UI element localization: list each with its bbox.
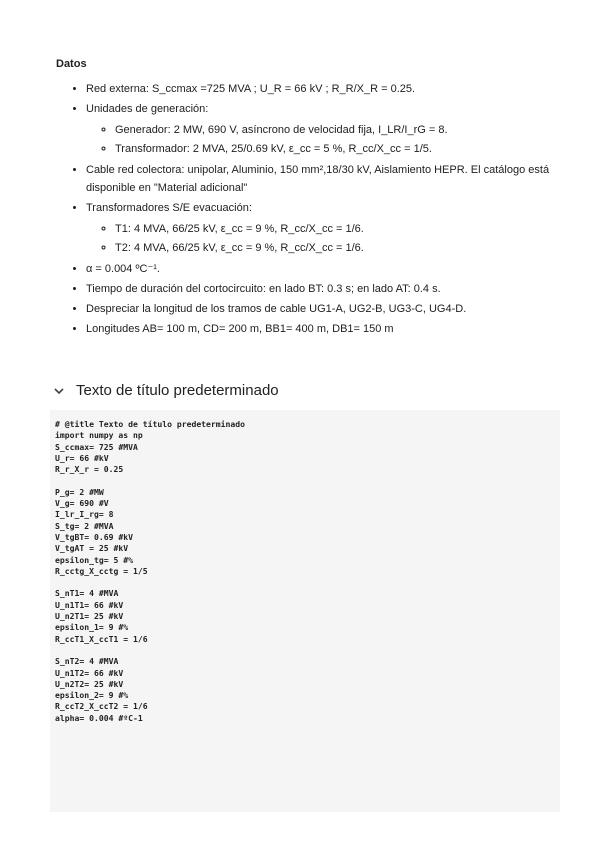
section-header[interactable] xyxy=(52,382,279,399)
code-line: U_n2T1= 25 #kV xyxy=(55,611,124,622)
code-line: # @title Texto de título predeterminado xyxy=(55,419,246,429)
code-line: import numpy as np xyxy=(55,430,143,441)
code-line: S_nT1= 4 #MVA xyxy=(55,588,119,599)
code-line: R_ccT2_X_ccT2 = 1/6 xyxy=(55,701,148,712)
trafos-sublist xyxy=(86,220,556,257)
list-item-generador: ◦ Generador: 2 MW, 690 V, asíncrono de velocidad fija, I_LR/I_rG = 8. xyxy=(115,121,556,139)
text-cell xyxy=(56,58,556,340)
code-block[interactable] xyxy=(55,419,555,724)
code-line: epsilon_1= 9 #% xyxy=(55,622,129,633)
code-line: U_n2T2= 25 #kV xyxy=(55,678,124,689)
datos-list xyxy=(56,80,556,338)
list-item-t1: ◦ T1: 4 MVA, 66/25 kV, ε_cc = 9 %, R_cc/X_cc = 1/6. xyxy=(115,220,556,238)
datos-heading: Datos xyxy=(56,58,87,70)
unidades-sublist xyxy=(86,121,556,158)
code-line: S_ccmax= 725 #MVA xyxy=(55,441,138,452)
list-item-alpha: • α = 0.004 ºC⁻¹. xyxy=(86,260,556,278)
section-title: Texto de título predeterminado xyxy=(76,382,279,399)
list-item-transformador: ◦ Transformador: 2 MVA, 25/0.69 kV, ε_cc = 5 %, R_cc/X_cc = 1/5. xyxy=(115,140,556,158)
code-line: epsilon_2= 9 #% xyxy=(55,690,129,701)
code-line: V_tgAT = 25 #kV xyxy=(55,543,129,554)
chevron-down-icon[interactable] xyxy=(52,384,66,398)
code-line: S_nT2= 4 #MVA xyxy=(55,656,119,667)
code-line: epsilon_tg= 5 #% xyxy=(55,554,133,565)
list-item-longitudes: • Longitudes AB= 100 m, CD= 200 m, BB1= 400 m, DB1= 150 m xyxy=(86,320,556,338)
trafos-se-label: Transformadores S/E evacuación: xyxy=(86,202,252,214)
list-item-trafos-se xyxy=(86,199,556,257)
list-item-t2: ◦ T2: 4 MVA, 66/25 kV, ε_cc = 9 %, R_cc/X_cc = 1/6. xyxy=(115,239,556,257)
list-item-despreciar: • Despreciar la longitud de los tramos de cable UG1-A, UG2-B, UG3-C, UG4-D. xyxy=(86,300,556,318)
code-line: U_n1T2= 66 #kV xyxy=(55,667,124,678)
code-line: V_tgBT= 0.69 #kV xyxy=(55,531,133,542)
list-item-unidades xyxy=(86,100,556,158)
code-line: I_lr_I_rg= 8 xyxy=(55,509,114,520)
code-line: R_r_X_r = 0.25 xyxy=(55,464,124,475)
code-line: U_r= 66 #kV xyxy=(55,452,109,463)
list-item-cable: • Cable red colectora: unipolar, Aluminio, 150 mm²,18/30 kV, Aislamiento HEPR. El catálogo está disponible en "Material adicional" xyxy=(86,161,556,197)
code-line: R_cctg_X_cctg = 1/5 xyxy=(55,565,148,576)
list-item-tiempo: • Tiempo de duración del cortocircuito: en lado BT: 0.3 s; en lado AT: 0.4 s. xyxy=(86,280,556,298)
code-line: U_n1T1= 66 #kV xyxy=(55,599,124,610)
code-line: V_g= 690 #V xyxy=(55,498,109,509)
code-line: R_ccT1_X_ccT1 = 1/6 xyxy=(55,633,148,644)
unidades-label: Unidades de generación: xyxy=(86,103,209,115)
code-cell[interactable] xyxy=(50,410,560,812)
code-line: alpha= 0.004 #ºC-1 xyxy=(55,712,143,723)
list-item-red-externa: • Red externa: S_ccmax =725 MVA ; U_R = 66 kV ; R_R/X_R = 0.25. xyxy=(86,80,556,98)
code-line: P_g= 2 #MW xyxy=(55,486,104,497)
code-line: S_tg= 2 #MVA xyxy=(55,520,114,531)
